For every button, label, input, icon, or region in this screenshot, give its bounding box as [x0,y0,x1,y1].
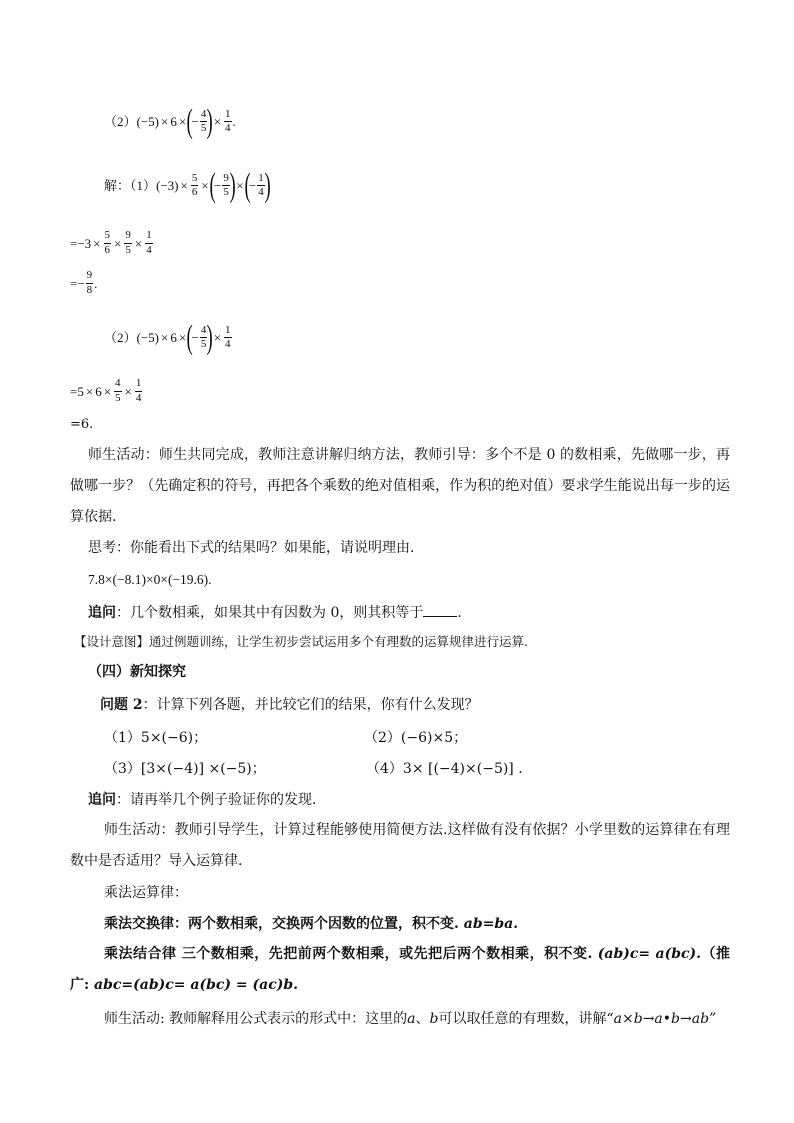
solution-1-result: =− $\frac{9}{8}$ . [70,269,98,296]
fraction: $\frac{1}{4}$ [135,377,142,404]
answer-blank [423,604,457,617]
fraction: $\frac{9}{8}$ [86,269,93,296]
fraction: $\frac{9}{5}$ [223,171,229,199]
problem-2-item-1: （1）5×(−6)； [104,730,208,746]
solution-2-expression: （2） (−5) × 6 × ( − $\frac{4}{5}$ ) × $\frac{1}{4}$ [104,319,231,356]
fraction: $\frac{5}{6}$ [104,229,111,256]
fraction: $\frac{1}{4}$ [258,171,264,199]
teacher-student-activity-3: 师生活动: 教师解释用公式表示的形式中：这里的a、b可以取任意的有理数，讲解“a×b→a•b→ab” [104,1011,717,1027]
fraction: $\frac{9}{5}$ [125,229,131,256]
teacher-student-activity-2: 师生活动：教师引导学生，计算过程能够使用简便方法.这样做有没有依据？小学里数的运算律在有理数中是否适用？导入运算律. [70,822,730,869]
teacher-student-activity-1: 师生活动：师生共同完成，教师注意讲解归纳方法，教师引导：多个不是 0 的数相乘，先做哪一步，再做哪一步？（先确定积的符号，再把各个乘数的绝对值相乘，作为积的绝对值）要求学生能说出每一步的运算依据. [70,447,730,525]
fraction: $\frac{5}{6}$ [191,171,198,199]
solution-1-expression: 解：（1） (−3) × $\frac{5}{6}$ × ( − $\frac{9}{5}$ ) × ( − $\frac{1}{4}$ ) [104,167,271,204]
section-heading: （四）新知探究 [88,664,186,680]
fraction: $\frac{1}{4}$ [225,107,231,135]
problem-2-statement: 问题 2：计算下列各题，并比较它们的结果，你有什么发现？ [100,697,479,713]
think-prompt: 思考：你能看出下式的结果吗？如果能，请说明理由. [88,540,415,556]
commutative-law: 乘法交换律：两个数相乘，交换两个因数的位置，积不变. ab=ba. [104,916,519,932]
problem-2-item-4: （4）3× [(−4)×(−5)] . [366,761,523,777]
follow-up-question-1: 追问：几个数相乘，如果其中有因数为 0，则其积等于 . [88,605,462,621]
associative-law: 乘法结合律 三个数相乘，先把前两个数相乘，或先把后两个数相乘，积不变. (ab)c= a(bc).（推广: abc=(ab)c= a(bc) = (ac)b. [70,946,730,993]
fraction: $\frac{1}{4}$ [225,323,231,351]
fraction: $\frac{4}{5}$ [200,107,207,135]
design-intention: 【设计意图】通过例题训练，让学生初步尝试运用多个有理数的运算规律进行运算. [74,634,528,649]
solution-2-step-1: =5 × 6 × $\frac{4}{5}$ × $\frac{1}{4}$ [70,377,142,404]
think-expression: 7.8×(−8.1)×0×(−19.6). [88,572,212,587]
fraction: $\frac{1}{4}$ [146,229,152,256]
follow-up-question-2: 追问：请再举几个例子验证你的发现． [88,792,326,808]
problem-2-item-3: （3）[3×(−4)] ×(−5)； [104,761,266,777]
multiplication-laws-title: 乘法运算律： [104,885,188,901]
problem-2-item-2: （2）(−6)×5； [364,730,468,746]
fraction: $\frac{4}{5}$ [200,323,207,351]
solution-2-result: =6. [70,417,94,432]
solution-1-step-1: =−3 × $\frac{5}{6}$ × $\frac{9}{5}$ × $\frac{1}{4}$ [70,229,152,256]
problem-2-expression: （2） (−5) × 6 × ( − $\frac{4}{5}$ ) × $\frac{1}{4}$ . [104,103,236,140]
fraction: $\frac{4}{5}$ [115,377,121,404]
